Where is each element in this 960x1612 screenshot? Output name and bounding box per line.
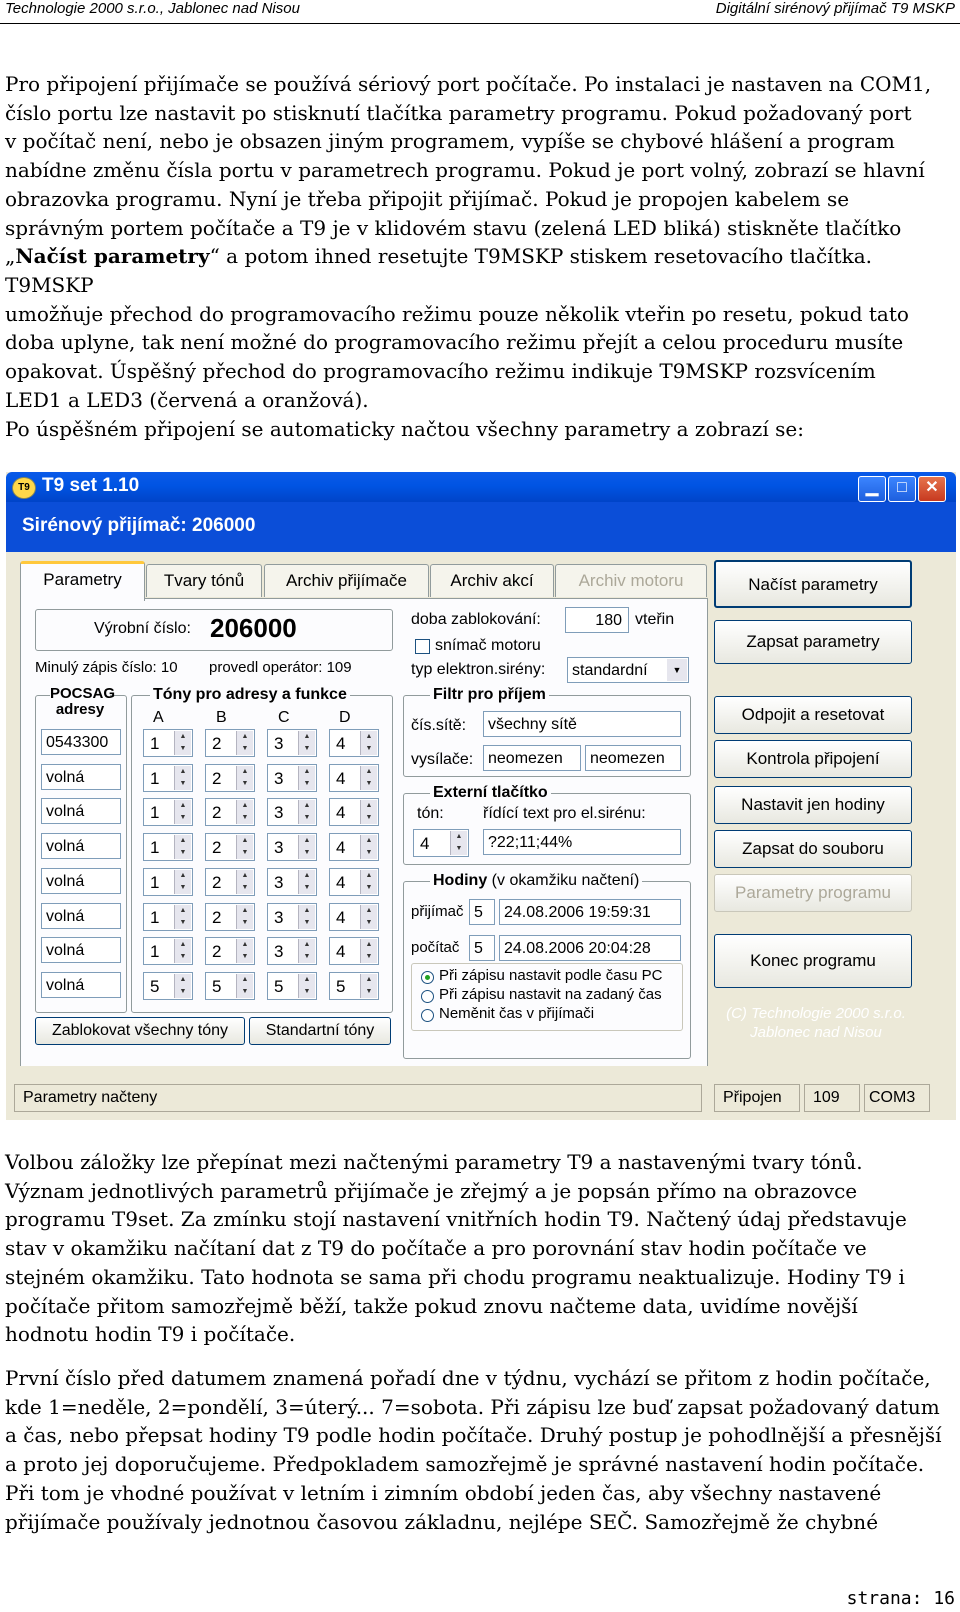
tone-stepper[interactable] xyxy=(205,764,255,792)
spin-arrows-icon[interactable]: ▲ ▼ xyxy=(360,974,377,998)
page-number: strana: 16 xyxy=(846,1588,955,1609)
tone-stepper[interactable] xyxy=(143,972,193,1000)
clock-title: Hodiny xyxy=(433,872,488,889)
lock-unit: vteřin xyxy=(635,611,675,628)
spin-arrows-icon[interactable]: ▲ ▼ xyxy=(298,766,315,790)
tone-value: 4 xyxy=(336,734,346,753)
disconnect-reset-button[interactable]: Odpojit a resetovat xyxy=(714,696,912,734)
save-file-button[interactable]: Zapsat do souboru xyxy=(714,830,912,868)
spin-arrows-icon[interactable]: ▲ ▼ xyxy=(298,939,315,963)
sender-input-2[interactable]: neomezen xyxy=(585,745,681,771)
lock-time-input[interactable]: 180 xyxy=(565,607,629,633)
pc-day: 5 xyxy=(469,935,495,961)
pocsag-address-input[interactable]: 0543300 xyxy=(41,729,121,755)
tone-value: 4 xyxy=(336,907,346,927)
tone-stepper[interactable] xyxy=(143,798,193,826)
spin-arrows-icon[interactable]: ▲ ▼ xyxy=(174,800,191,824)
tone-value: 4 xyxy=(336,942,346,962)
tone-stepper[interactable] xyxy=(267,833,317,861)
t9set-window xyxy=(6,472,956,1120)
ext-tone-stepper[interactable] xyxy=(413,829,469,857)
tone-stepper[interactable] xyxy=(143,937,193,965)
tone-stepper[interactable] xyxy=(329,798,379,826)
copyright-line: (C) Technologie 2000 s.r.o. xyxy=(726,1005,906,1022)
radio-sync-pc[interactable] xyxy=(421,971,434,984)
tone-stepper[interactable] xyxy=(329,868,379,896)
paragraph-tabs-clock xyxy=(5,1148,955,1349)
pocsag-address-input[interactable]: volná xyxy=(41,903,121,929)
p3-line: Volbou záložky lze přepínat mezi načtenými parametry T9 a nastavenými tvary tónů. xyxy=(5,1150,863,1174)
load-params-button[interactable]: Načíst parametry xyxy=(714,560,912,608)
tone-stepper[interactable] xyxy=(205,729,255,757)
receiver-day: 5 xyxy=(469,899,495,925)
net-input[interactable]: všechny sítě xyxy=(483,711,681,737)
status-connection: Připojen xyxy=(714,1084,800,1112)
tone-value: 1 xyxy=(150,734,160,753)
tone-col-a: A xyxy=(153,709,164,726)
tab-archiv-motoru[interactable]: Archiv motoru xyxy=(555,564,707,597)
close-icon[interactable]: ✕ xyxy=(918,476,946,502)
sender-label: vysílače: xyxy=(411,751,474,768)
paragraph-intro-screenshot: Po úspěšném připojení se automaticky načtou všechny parametry a zobrazí se: xyxy=(5,417,804,441)
tone-value: 1 xyxy=(150,907,160,927)
spin-arrows-icon[interactable]: ▲ ▼ xyxy=(174,974,191,998)
serial-box xyxy=(35,609,393,651)
set-clock-button[interactable]: Nastavit jen hodiny xyxy=(714,786,912,824)
status-text: Parametry načteny xyxy=(14,1084,702,1112)
tone-value: 1 xyxy=(150,838,160,858)
device-title: Sirénový přijímač: 206000 xyxy=(22,515,256,536)
spin-arrows-icon[interactable]: ▲ ▼ xyxy=(360,731,377,755)
spin-arrows-icon[interactable]: ▲ ▼ xyxy=(236,835,253,859)
p3-line: programu T9set. Za zmínku stojí nastavení vnitřních hodin T9. Načtený údaj představuje xyxy=(5,1207,907,1232)
siren-type-select[interactable] xyxy=(567,657,689,683)
tone-value: 3 xyxy=(274,803,284,823)
spin-arrows-icon[interactable]: ▲ ▼ xyxy=(298,870,315,894)
status-bar xyxy=(6,1066,956,1120)
copyright-line: Jablonec nad Nisou xyxy=(750,1024,882,1041)
device-header xyxy=(6,502,956,552)
tone-value: 2 xyxy=(212,942,222,962)
ext-button-title: Externí tlačítko xyxy=(430,784,551,802)
tone-stepper[interactable] xyxy=(205,972,255,1000)
serial-label: Výrobní číslo: xyxy=(94,620,191,637)
page-header xyxy=(0,0,960,24)
spin-arrows-icon[interactable]: ▲ ▼ xyxy=(174,731,191,755)
spin-arrows-icon[interactable]: ▲ ▼ xyxy=(298,731,315,755)
tone-value: 2 xyxy=(212,907,222,927)
siren-type-label: typ elektron.sirény: xyxy=(411,661,546,678)
tone-stepper[interactable] xyxy=(205,903,255,931)
p4-line: První číslo před datumem znamená pořadí dne v týdnu, vychází se přitom z hodin počítače, xyxy=(5,1366,931,1390)
tone-stepper[interactable] xyxy=(329,764,379,792)
radio-no-change-label: Neměnit čas v přijímači xyxy=(439,1005,595,1022)
tone-stepper[interactable] xyxy=(143,729,193,757)
spin-arrows-icon[interactable]: ▲ ▼ xyxy=(360,905,377,929)
status-port: COM3 xyxy=(864,1084,930,1112)
tone-col-d: D xyxy=(339,709,351,726)
spin-arrows-icon[interactable]: ▲ ▼ xyxy=(236,766,253,790)
tone-value: 5 xyxy=(336,976,346,996)
spin-arrows-icon[interactable]: ▲ ▼ xyxy=(360,939,377,963)
tone-col-b: B xyxy=(216,709,227,726)
tone-value: 1 xyxy=(150,872,160,892)
tone-value: 4 xyxy=(336,803,346,823)
header-rule xyxy=(0,23,960,24)
tone-label: tón: xyxy=(417,805,444,822)
pocsag-address-input[interactable]: volná xyxy=(41,972,121,998)
check-connection-button[interactable]: Kontrola připojení xyxy=(714,740,912,778)
maximize-icon[interactable]: □ xyxy=(888,476,916,502)
sender-input-1[interactable]: neomezen xyxy=(483,745,581,771)
tone-value: 5 xyxy=(212,976,222,996)
paragraph-weekday xyxy=(5,1364,955,1536)
p1-line: opakovat. Úspěšný přechod do programovacího režimu indikuje T9MSKP rozsvícením xyxy=(5,359,876,384)
ext-tone-value: 4 xyxy=(420,834,430,853)
status-operator: 109 xyxy=(804,1084,860,1112)
program-params-button[interactable]: Parametry programu xyxy=(714,874,912,912)
tone-stepper[interactable] xyxy=(143,903,193,931)
spin-arrows-icon[interactable]: ▲ ▼ xyxy=(236,939,253,963)
spin-arrows-icon[interactable]: ▲ ▼ xyxy=(236,731,253,755)
last-write: Minulý zápis číslo: 10 xyxy=(35,659,178,676)
spin-arrows-icon[interactable]: ▲ ▼ xyxy=(174,870,191,894)
p3-line: počítače přitom samozřejmě běží, takže pokud znovu načteme data, uvidíme novější xyxy=(5,1293,858,1318)
pocsag-address-input[interactable]: volná xyxy=(41,833,121,859)
tone-value: 2 xyxy=(212,734,222,753)
spin-arrows-icon[interactable]: ▲ ▼ xyxy=(174,835,191,859)
p1-bold: Načíst parametry xyxy=(15,244,210,269)
app-icon: T9 xyxy=(12,477,36,499)
tone-stepper[interactable] xyxy=(205,798,255,826)
header-right: Digitální sirénový přijímač T9 MSKP xyxy=(715,0,955,17)
paragraph-connection xyxy=(5,70,955,414)
spin-arrows-icon[interactable]: ▲ ▼ xyxy=(236,800,253,824)
tone-stepper[interactable] xyxy=(267,868,317,896)
radio-sync-pc-label: Při zápisu nastavit podle času PC xyxy=(439,967,663,984)
net-label: čís.sítě: xyxy=(411,717,467,734)
radio-no-change[interactable] xyxy=(421,1009,434,1022)
operator: provedl operátor: 109 xyxy=(209,659,352,676)
tab-tvary-tonu[interactable]: Tvary tónů xyxy=(146,564,262,597)
tone-value: 3 xyxy=(274,907,284,927)
tone-stepper[interactable] xyxy=(329,972,379,1000)
receiver-datetime[interactable]: 24.08.2006 19:59:31 xyxy=(499,899,681,925)
p1-line: číslo portu lze nastavit po stisknutí tlačítka parametry programu. Pokud požadovaný port xyxy=(5,100,912,125)
p1-line: Pro připojení přijímače se používá sériový port počítače. Po instalaci je nastaven na COM1, xyxy=(5,72,932,96)
chevron-down-icon[interactable]: ▼ xyxy=(667,659,687,681)
ctrl-text-input[interactable]: ?22;11;44% xyxy=(483,829,681,855)
tone-value: 1 xyxy=(150,768,160,788)
radio-set-given[interactable] xyxy=(421,990,434,1003)
tone-stepper[interactable] xyxy=(143,833,193,861)
minimize-icon[interactable]: ▁ xyxy=(858,476,886,502)
tone-value: 3 xyxy=(274,942,284,962)
tone-stepper[interactable] xyxy=(143,764,193,792)
write-params-button[interactable]: Zapsat parametry xyxy=(714,620,912,664)
tone-value: 2 xyxy=(212,838,222,858)
spin-arrows-icon[interactable]: ▲ ▼ xyxy=(298,905,315,929)
tone-value: 4 xyxy=(336,768,346,788)
clock-note: (v okamžiku načtení) xyxy=(491,872,640,889)
p3-line: hodnotu hodin T9 i počítače. xyxy=(5,1322,296,1347)
tone-stepper[interactable] xyxy=(267,903,317,931)
tone-value: 5 xyxy=(150,976,160,996)
spin-arrows-icon[interactable]: ▲ ▼ xyxy=(360,870,377,894)
p1-line: doba uplyne, tak není možné do programovacího režimu přejít a celou proceduru musíte xyxy=(5,330,904,355)
tone-stepper[interactable] xyxy=(329,903,379,931)
tone-stepper[interactable] xyxy=(267,798,317,826)
tone-value: 1 xyxy=(150,803,160,823)
exit-button[interactable]: Konec programu xyxy=(714,934,912,988)
tone-stepper[interactable] xyxy=(267,937,317,965)
copyright xyxy=(706,1004,926,1042)
pc-clock-label: počítač xyxy=(411,939,460,956)
filter-title: Filtr pro příjem xyxy=(430,686,549,704)
tone-value: 2 xyxy=(212,872,222,892)
spin-arrows-icon[interactable]: ▲ ▼ xyxy=(236,870,253,894)
p1-line: umožňuje přechod do programovacího režimu pouze několik vteřin po resetu, pokud tato xyxy=(5,301,909,326)
pocsag-address-input[interactable]: volná xyxy=(41,937,121,963)
tone-value: 3 xyxy=(274,768,284,788)
tone-value: 4 xyxy=(336,872,346,892)
tone-stepper[interactable] xyxy=(143,868,193,896)
p4-line: a čas, nebo přepsat hodiny T9 podle hodin počítače. Druhý postup je pohodlnější a přesnější xyxy=(5,1423,942,1448)
spin-arrows-icon[interactable]: ▲ ▼ xyxy=(174,766,191,790)
spin-arrows-icon[interactable]: ▲ ▼ xyxy=(298,835,315,859)
p1-line: LED1 a LED3 (červená a oranžová). xyxy=(5,387,369,412)
p3-line: Význam jednotlivých parametrů přijímače je zřejmý a je popsán přímo na obrazovce xyxy=(5,1178,858,1203)
p3-line: stav v okamžiku načítaní dat z T9 do počítače a pro porovnání stav hodin počítače ve xyxy=(5,1236,867,1261)
p4-line: kde 1=neděle, 2=pondělí, 3=úterý... 7=sobota. Při zápisu lze buď zapsat požadovaný datum xyxy=(5,1394,940,1419)
tone-value: 3 xyxy=(274,872,284,892)
spin-arrows-icon[interactable]: ▲ ▼ xyxy=(450,831,467,855)
siren-type-value: standardní xyxy=(572,662,648,679)
tab-archiv-akci[interactable]: Archiv akcí xyxy=(430,564,554,597)
pocsag-address-input[interactable]: volná xyxy=(41,764,121,790)
tone-stepper[interactable] xyxy=(205,868,255,896)
tones-title: Tóny pro adresy a funkce xyxy=(150,686,350,704)
tone-stepper[interactable] xyxy=(205,937,255,965)
block-all-tones-button[interactable]: Zablokovat všechny tóny xyxy=(35,1017,245,1045)
motor-sensor-label: snímač motoru xyxy=(435,637,541,654)
tone-stepper[interactable] xyxy=(267,972,317,1000)
serial-value: 206000 xyxy=(210,613,297,643)
p1-line: nabídne změnu čísla portu v parametrech programu. Pokud je port volný, zobrazí se hlavní xyxy=(5,158,925,183)
header-left: Technologie 2000 s.r.o., Jablonec nad Nisou xyxy=(5,0,300,17)
pc-datetime: 24.08.2006 20:04:28 xyxy=(499,935,681,961)
spin-arrows-icon[interactable]: ▲ ▼ xyxy=(298,800,315,824)
tone-value: 2 xyxy=(212,803,222,823)
clock-title-wrap xyxy=(430,872,642,890)
tone-value: 3 xyxy=(274,734,284,753)
p1-line: „Načíst parametry“ a potom ihned resetujte T9MSKP stiskem resetovacího tlačítka. T9MSKP xyxy=(5,244,872,297)
spin-arrows-icon[interactable]: ▲ ▼ xyxy=(298,974,315,998)
p1-line: obrazovka programu. Nyní je třeba připojit přijímač. Pokud je propojen kabelem se xyxy=(5,186,850,211)
p4-line: přijímače používaly jednotnou časovou základnu, nejlépe SEČ. Samozřejmě že chybné xyxy=(5,1509,879,1534)
motor-sensor-checkbox[interactable] xyxy=(415,639,430,654)
tone-value: 2 xyxy=(212,768,222,788)
tone-value: 4 xyxy=(336,838,346,858)
spin-arrows-icon[interactable]: ▲ ▼ xyxy=(360,800,377,824)
radio-set-given-label: Při zápisu nastavit na zadaný čas xyxy=(439,986,662,1003)
tone-stepper[interactable] xyxy=(267,764,317,792)
spin-arrows-icon[interactable]: ▲ ▼ xyxy=(236,905,253,929)
pocsag-address-input[interactable]: volná xyxy=(41,868,121,894)
tone-stepper[interactable] xyxy=(205,833,255,861)
tone-stepper[interactable] xyxy=(329,937,379,965)
receiver-clock-label: přijímač xyxy=(411,903,464,920)
spin-arrows-icon[interactable]: ▲ ▼ xyxy=(360,766,377,790)
tone-value: 1 xyxy=(150,942,160,962)
p3-line: stejném okamžiku. Tato hodnota se sama při chodu programu neaktualizuje. Hodiny T9 i xyxy=(5,1264,905,1289)
spin-arrows-icon[interactable]: ▲ ▼ xyxy=(360,835,377,859)
tab-parametry[interactable]: Parametry xyxy=(20,561,145,601)
spin-arrows-icon[interactable]: ▲ ▼ xyxy=(174,939,191,963)
window-title: T9 set 1.10 xyxy=(42,475,140,496)
tone-stepper[interactable] xyxy=(329,729,379,757)
p1-line: v počítač není, nebo je obsazen jiným programem, vypíše se chybové hlášení a program xyxy=(5,129,895,154)
pocsag-address-input[interactable]: volná xyxy=(41,798,121,824)
parameters-panel xyxy=(20,598,708,1068)
title-bar[interactable] xyxy=(6,472,956,502)
pocsag-title: POCSAG adresy xyxy=(50,685,116,718)
tab-archiv-prijimace[interactable]: Archiv přijímače xyxy=(264,564,429,597)
lock-label: doba zablokování: xyxy=(411,611,541,628)
spin-arrows-icon[interactable]: ▲ ▼ xyxy=(174,905,191,929)
p4-line: Při tom je vhodné používat v letním i zimním období jeden čas, aby všechny nastavené xyxy=(5,1480,882,1505)
tone-stepper[interactable] xyxy=(267,729,317,757)
tone-stepper[interactable] xyxy=(329,833,379,861)
p1-line: správným portem počítače a T9 je v klidovém stavu (zelená LED bliká) stiskněte tlačítko xyxy=(5,215,902,240)
p4-line: a proto jej doporučujeme. Předpokladem samozřejmě je správné nastavení hodin počítače. xyxy=(5,1452,925,1477)
ctrl-text-label: řídící text pro el.sirénu: xyxy=(483,805,646,822)
standard-tones-button[interactable]: Standartní tóny xyxy=(249,1017,391,1045)
spin-arrows-icon[interactable]: ▲ ▼ xyxy=(236,974,253,998)
tone-value: 3 xyxy=(274,838,284,858)
tone-col-c: C xyxy=(278,709,290,726)
tone-value: 5 xyxy=(274,976,284,996)
